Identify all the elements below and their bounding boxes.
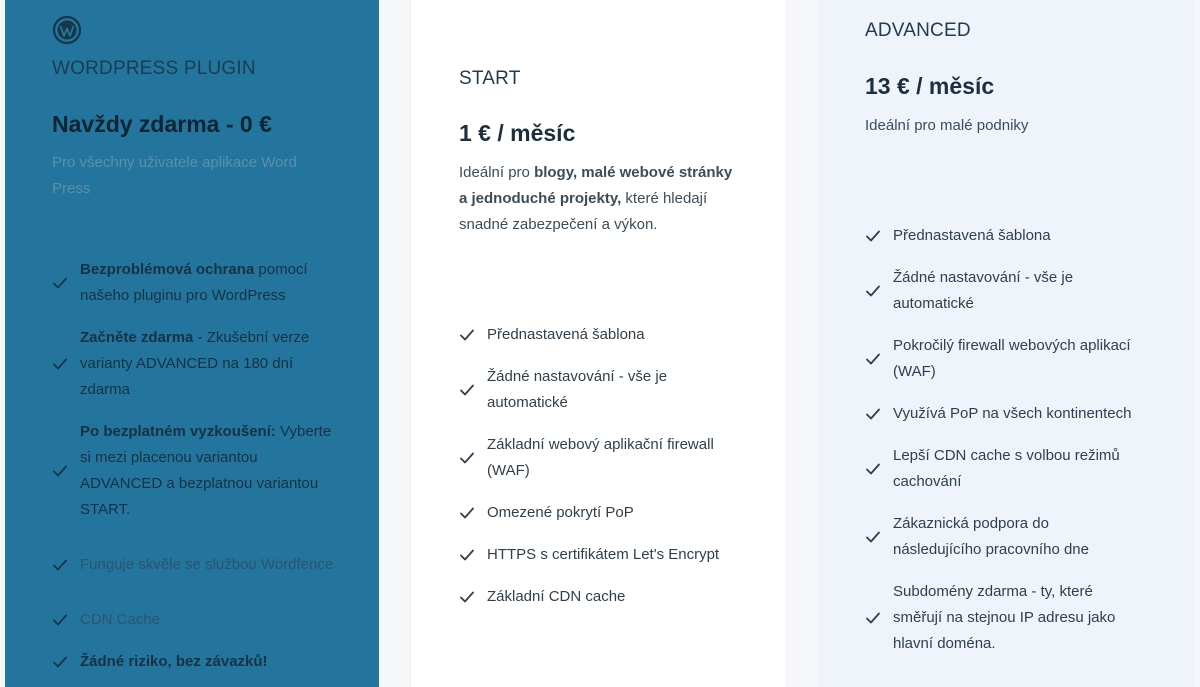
check-icon — [459, 450, 475, 466]
feature-item — [459, 322, 786, 348]
feature-text: Po bezplatném vyzkoušení: Vyberte si mezi placenou variantou ADVANCED a bezplatnou variantou START. — [80, 423, 332, 518]
check-icon — [52, 557, 68, 573]
feature-item — [865, 443, 1195, 495]
check-icon — [865, 351, 881, 367]
plan-name-wordpress: WORDPRESS PLUGIN — [52, 58, 256, 79]
plan-name-advanced: ADVANCED — [865, 20, 971, 41]
feature-item — [459, 432, 786, 484]
feature-text: Základní webový aplikační firewall (WAF) — [487, 436, 714, 479]
feature-item — [52, 257, 379, 309]
check-icon — [865, 406, 881, 422]
feature-text: Přednastavená šablona — [487, 326, 645, 343]
feature-text: Pokročilý firewall webových aplikací (WAF) — [893, 337, 1131, 380]
check-icon — [865, 283, 881, 299]
feature-item — [459, 364, 786, 416]
feature-text: Zákaznická podpora do následujícího pracovního dne — [893, 515, 1089, 558]
feature-text-bold: Bezproblémová ochrana — [80, 261, 255, 278]
feature-item — [865, 265, 1195, 317]
price-advanced: 13 € / měsíc — [865, 73, 995, 99]
feature-text — [80, 649, 335, 675]
check-icon — [52, 612, 68, 628]
feature-item — [865, 401, 1195, 427]
feature-item — [459, 584, 786, 610]
description-advanced: Ideální pro malé podniky — [865, 117, 1029, 134]
feature-text: Žádné nastavování - vše je automatické — [893, 269, 1074, 312]
feature-item — [865, 333, 1195, 385]
check-icon — [52, 463, 68, 479]
check-icon — [52, 275, 68, 291]
check-icon — [459, 505, 475, 521]
feature-text-bold: Začněte zdarma — [80, 329, 194, 346]
feature-text-bold: Po bezplatném vyzkoušení: — [80, 423, 276, 440]
feature-text-bold: Žádné riziko, bez závazků! — [80, 653, 268, 670]
feature-text: CDN Cache — [80, 611, 161, 628]
check-icon — [459, 382, 475, 398]
feature-item — [52, 649, 379, 675]
check-icon — [865, 228, 881, 244]
check-icon — [52, 654, 68, 670]
plan-card-start — [410, 0, 787, 687]
feature-text: Subdomény zdarma - ty, které směřují na stejnou IP adresu jako hlavní doména. — [893, 583, 1116, 652]
feature-item — [52, 539, 379, 591]
feature-item — [459, 500, 786, 526]
feature-item — [865, 579, 1195, 657]
feature-text: HTTPS s certifikátem Let's Encrypt — [487, 546, 720, 563]
feature-item — [52, 419, 379, 523]
feature-text: Omezené pokrytí PoP — [487, 504, 634, 521]
feature-item — [52, 607, 379, 633]
description-start: Ideální pro blogy, malé webové stránky a jednoduché projekty, které hledají snadné zabezpečení a výkon. — [459, 164, 733, 233]
feature-text: Základní CDN cache — [487, 588, 626, 605]
feature-item — [459, 542, 786, 568]
feature-text: Funguje skvěle se službou Wordfence — [80, 556, 334, 573]
plan-card-advanced — [818, 0, 1195, 687]
plan-name-start: START — [459, 68, 521, 89]
check-icon — [865, 461, 881, 477]
feature-item — [52, 325, 379, 403]
feature-text: Bezproblémová ochrana pomocí našeho pluginu pro WordPress — [80, 261, 308, 304]
feature-item — [865, 223, 1195, 249]
check-icon — [459, 589, 475, 605]
check-icon — [459, 327, 475, 343]
check-icon — [865, 610, 881, 626]
feature-text: Lepší CDN cache s volbou režimů cachování — [893, 447, 1120, 490]
feature-text: Přednastavená šablona — [893, 227, 1051, 244]
wordpress-logo-icon — [52, 15, 82, 45]
price-wordpress: Navždy zdarma - 0 € — [52, 111, 272, 137]
price-start: 1 € / měsíc — [459, 120, 576, 146]
feature-text: Využívá PoP na všech kontinentech — [893, 405, 1132, 422]
feature-item — [865, 511, 1195, 563]
feature-text: Žádné nastavování - vše je automatické — [487, 368, 668, 411]
check-icon — [865, 529, 881, 545]
plan-card-wordpress — [5, 0, 379, 687]
check-icon — [459, 547, 475, 563]
check-icon — [52, 356, 68, 372]
feature-text: Začněte zdarma - Zkušební verze varianty ADVANCED na 180 dní zdarma — [80, 329, 310, 398]
description-wordpress: Pro všechny uživatele aplikace Word Press — [52, 154, 297, 197]
